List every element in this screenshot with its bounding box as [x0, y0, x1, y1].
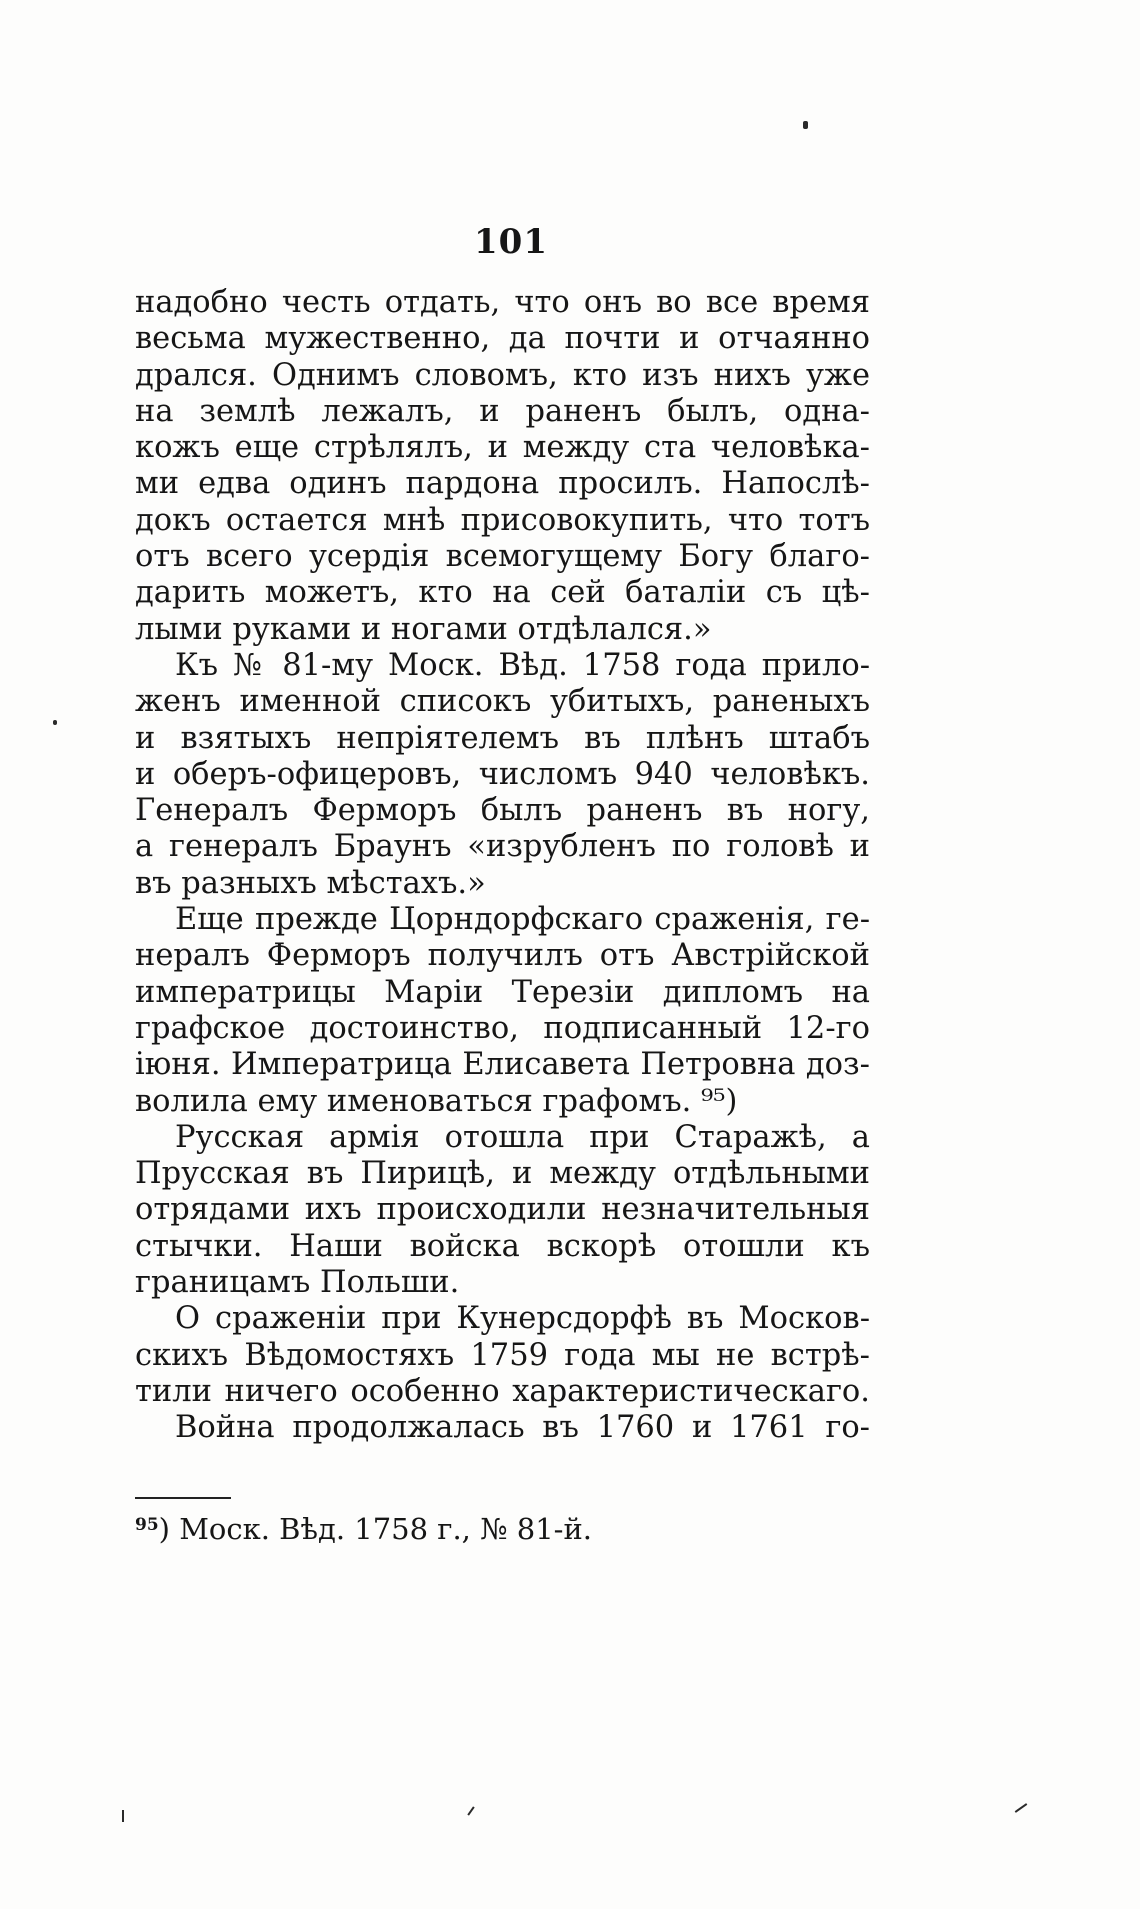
- text-line: іюня. Императрица Елисавета Петровна доз-: [135, 1047, 870, 1083]
- text-line: ми едва одинъ пардона просилъ. Напослѣ-: [135, 466, 870, 502]
- text-line: Генералъ Ферморъ былъ раненъ въ ногу,: [135, 793, 870, 829]
- text-line: Русская армія отошла при Старажѣ, а: [175, 1119, 870, 1155]
- text-line: отрядами ихъ происходили незначительныя: [135, 1192, 870, 1228]
- text-line: женъ именной списокъ убитыхъ, раненыхъ: [135, 684, 870, 720]
- text-line: волила ему именоваться графомъ. ⁹⁵): [135, 1083, 738, 1119]
- text-line: въ разныхъ мѣстахъ.»: [135, 865, 486, 901]
- text-line: тили ничего особенно характеристическаго.: [135, 1373, 870, 1409]
- text-line: графское достоинство, подписанный 12-го: [135, 1010, 870, 1046]
- footnote-marker: 95: [135, 1515, 159, 1535]
- text-line: дрался. Однимъ словомъ, кто изъ нихъ уже: [135, 357, 870, 393]
- text-line: и взятыхъ непріятелемъ въ плѣнъ штабъ: [135, 720, 870, 756]
- text-line: скихъ Вѣдомостяхъ 1759 года мы не встрѣ-: [135, 1337, 870, 1373]
- footnote: [135, 1505, 870, 1545]
- scan-speck: [122, 1810, 124, 1822]
- text-line: императрицы Маріи Терезіи дипломъ на: [135, 974, 870, 1010]
- scan-speck: [803, 121, 808, 129]
- text-line: О сраженіи при Кунерсдорфѣ въ Москов-: [175, 1301, 870, 1337]
- text-line: Еще прежде Цорндорфскаго сраженія, ге-: [175, 902, 870, 938]
- text-line: отъ всего усердія всемогущему Богу благо-: [135, 539, 870, 575]
- page-number: 101: [474, 222, 548, 262]
- text-line: лыми руками и ногами отдѣлался.»: [135, 611, 712, 647]
- text-line: кожъ еще стрѣлялъ, и между ста человѣка-: [135, 430, 870, 466]
- scan-speck: [53, 720, 57, 725]
- text-line: надобно честь отдать, что онъ во все время: [135, 285, 870, 320]
- text-line: дарить можетъ, кто на сей баталіи съ цѣ-: [135, 575, 870, 611]
- text-line: докъ остается мнѣ присовокупить, что тотъ: [135, 502, 870, 538]
- text-line: весьма мужественно, да почти и отчаянно: [135, 321, 870, 357]
- text-line: и оберъ-офицеровъ, числомъ 940 человѣкъ.: [135, 756, 870, 792]
- text-line: Къ № 81-му Моск. Вѣд. 1758 года прило-: [175, 647, 870, 683]
- text-line: а генералъ Браунъ «изрубленъ по головѣ и: [135, 829, 870, 865]
- footnote-text: ) Моск. Вѣд. 1758 г., № 81-й.: [158, 1512, 593, 1546]
- scan-speck: [467, 1806, 474, 1815]
- scan-speck: [1015, 1803, 1028, 1813]
- text-line: стычки. Наши войска вскорѣ отошли къ: [135, 1228, 870, 1264]
- body-text: [135, 285, 870, 1447]
- text-line: границамъ Польши.: [135, 1265, 460, 1301]
- text-line: на землѣ лежалъ, и раненъ былъ, одна-: [135, 393, 870, 429]
- text-line: Прусская въ Пирицѣ, и между отдѣльными: [135, 1156, 870, 1192]
- text-line: Война продолжалась въ 1760 и 1761 го-: [175, 1410, 870, 1446]
- footnote-rule: [135, 1497, 231, 1499]
- text-line: нералъ Ферморъ получилъ отъ Австрійской: [135, 938, 870, 974]
